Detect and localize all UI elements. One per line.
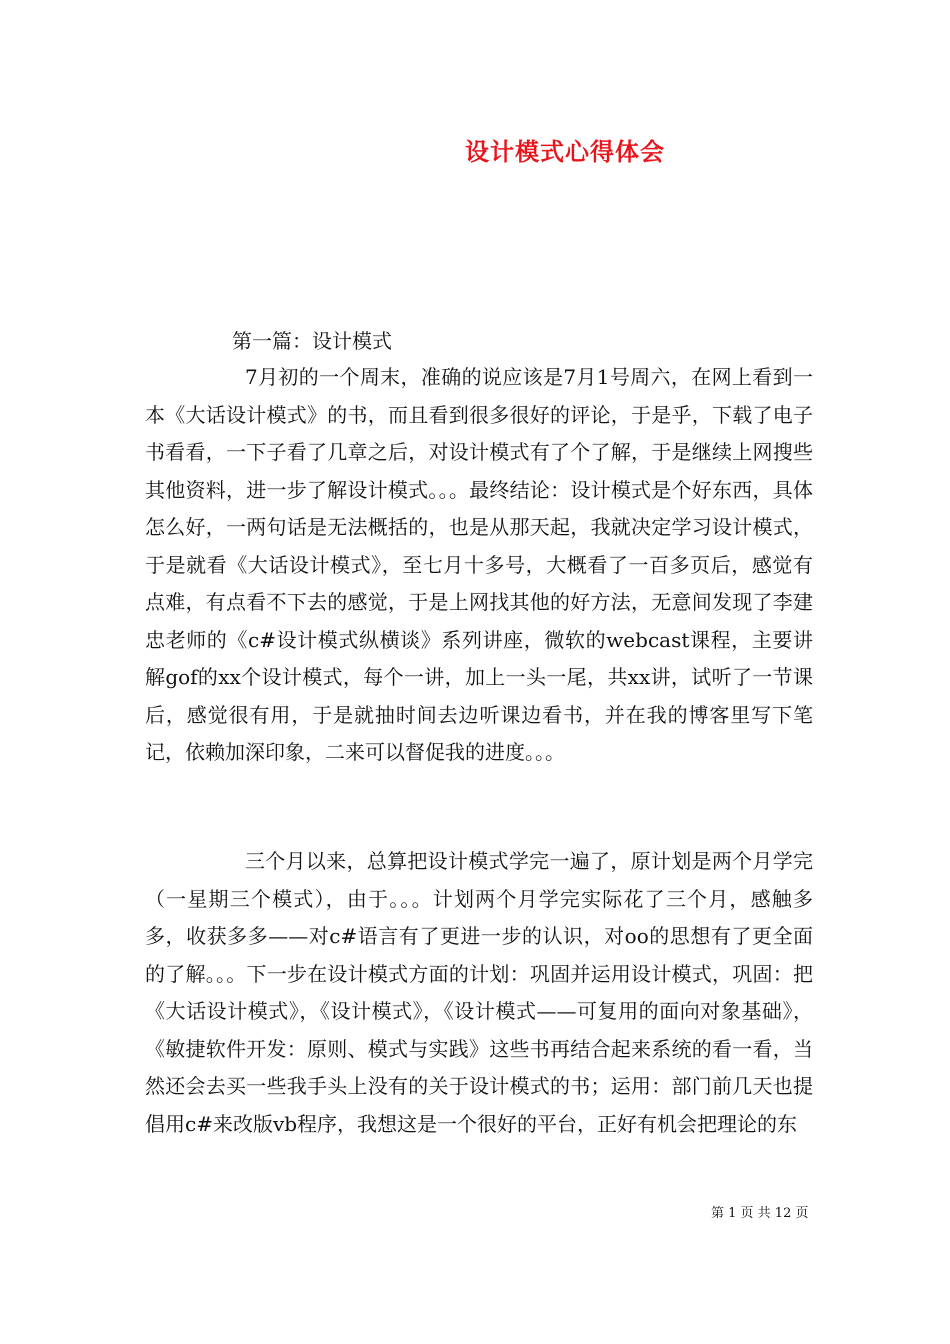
page-title: 设计模式心得体会 — [465, 137, 665, 166]
paragraph-1: 7月初的一个周末，准确的说应该是7月1号周六，在网上看到一本《大话设计模式》的书，而且看到很多很好的评论，于是乎，下载了电子书看看，一下子看了几章之后，对设计模式有了个了解，于是继续上网搜些其他资料，进一步了解设计模式。。。最终结论：设计模式是个好东西，具体怎么好，一两句话是无法概括的，也是从那天起，我就决定学习设计模式，于是就看《大话设计模式》，至七月十多号，大概看了一百多页后，感觉有点难，有点看不下去的感觉，于是上网找其他的好方法，无意间发现了李建忠老师的《c#设计模式纵横谈》系列讲座，微软的webcast课程，主要讲解gof的xx个设计模式，每个一讲，加上一头一尾，共xx讲，试听了一节课后，感觉很有用，于是就抽时间去边听课边看书，并在我的博客里写下笔记，依赖加深印象，二来可以督促我的进度。。。 — [145, 365, 813, 764]
page-number-footer: 第 1 页 共 12 页 — [711, 1206, 809, 1221]
section-heading: 第一篇：设计模式 — [232, 329, 392, 353]
paragraph-2: 三个月以来，总算把设计模式学完一遍了，原计划是两个月学完（一星期三个模式），由于。。。计划两个月学完实际花了三个月，感触多多，收获多多——对c#语言有了更进一步的认识，对oo的思想有了更全面的了解。。。下一步在设计模式方面的计划：巩固并运用设计模式，巩固：把《大话设计模式》，《设计模式》，《设计模式——可复用的面向对象基础》，《敏捷软件开发：原则、模式与实践》这些书再结合起来系统的看一看，当然还会去买一些我手头上没有的关于设计模式的书；运用：部门前几天也提倡用c#来改版vb程序，我想这是一个很好的平台，正好有机会把理论的东 — [145, 849, 813, 1136]
